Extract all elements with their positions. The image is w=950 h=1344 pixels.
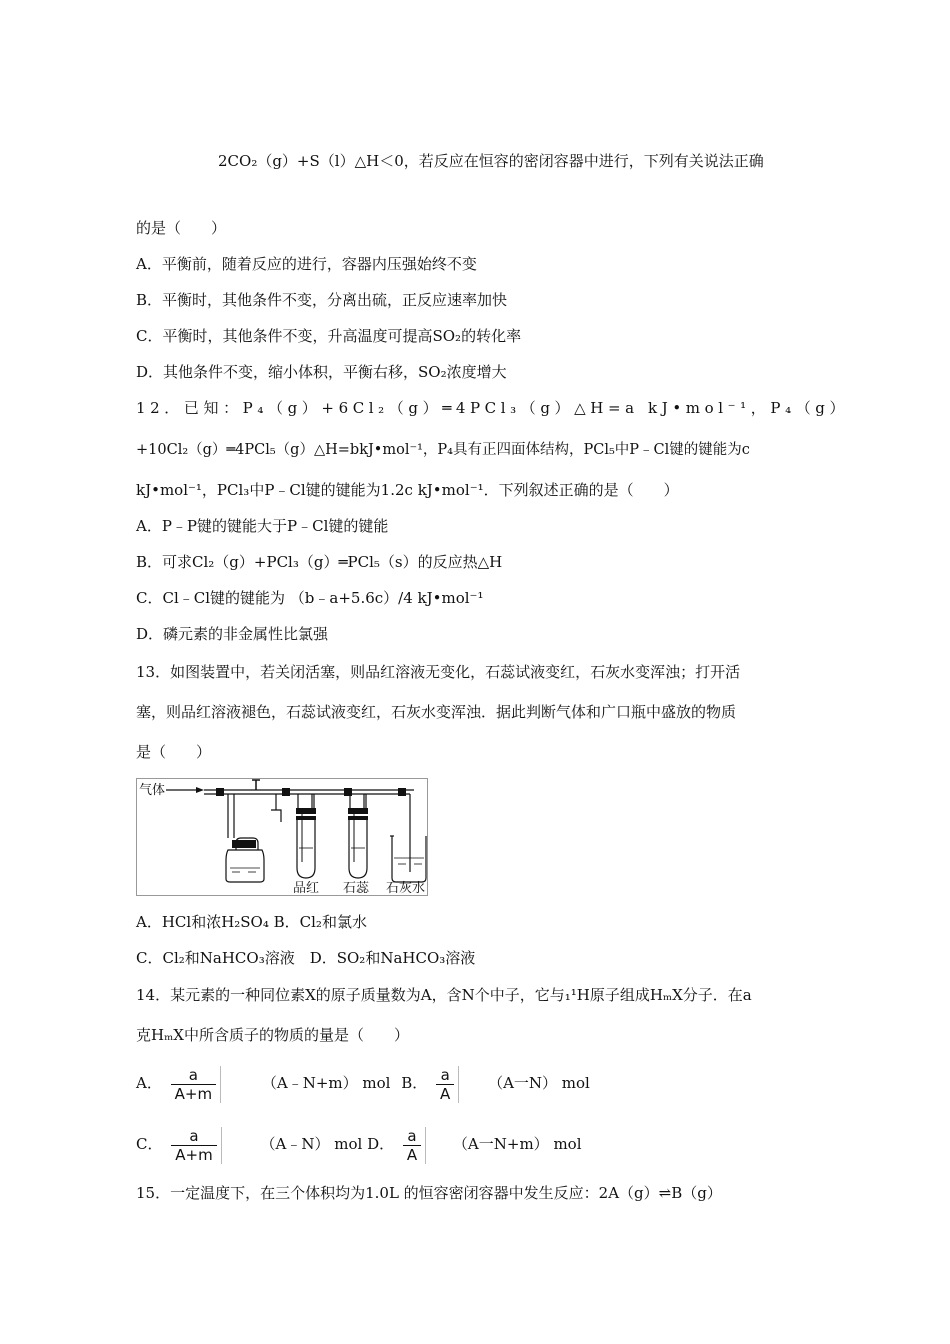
bottle-stopper: [232, 840, 256, 848]
test-tube-pinhong: [297, 820, 315, 878]
gas-label: 气体: [139, 783, 166, 798]
q14-option-b-fraction: [436, 1066, 459, 1103]
fraction-numerator: a: [188, 1065, 198, 1084]
q12-option-d: D．磷元素的非金属性比氯强: [136, 625, 329, 643]
q13-stem-line-2: 塞，则品红溶液褪色，石蕊试液变红，石灰水变浑浊．据此判断气体和广口瓶中盛放的物质: [136, 703, 737, 721]
q15-stem-line-1: 15．一定温度下，在三个体积均为1.0L 的恒容密闭容器中发生反应：2A（g）⇌B（g）: [136, 1184, 722, 1202]
apparatus-figure: [136, 778, 428, 896]
q14-options-ab: [136, 1060, 590, 1106]
fraction-denominator: A+m: [171, 1084, 216, 1103]
q14-option-d-fraction: [403, 1127, 426, 1164]
q14-stem-line-1: 14．某元素的一种同位素X的原子质量数为A，含N个中子，它与₁¹H原子组成HₘX分子．在a: [136, 986, 752, 1004]
beaker-shihuishui: [392, 836, 426, 882]
q11-option-b: B．平衡时，其他条件不变，分离出硫，正反应速率加快: [136, 291, 508, 309]
q11-option-c: C．平衡时，其他条件不变，升高温度可提高SO₂的转化率: [136, 327, 522, 345]
label-shihuishui: 石灰水: [386, 881, 426, 896]
q12-option-c: C．Cl﹣Cl键的键能为 （b﹣a+5.6c）/4 kJ•mol⁻¹: [136, 589, 484, 607]
q14-option-a-fraction: [171, 1066, 221, 1103]
q14-option-d-label: D．: [367, 1135, 395, 1153]
q14-options-cd: [136, 1121, 582, 1167]
q14-option-b-label: B．: [401, 1074, 428, 1092]
label-pinhong: 品红: [293, 881, 320, 896]
apparatus-diagram: [136, 778, 428, 896]
q14-option-a-tail: （A﹣N+m） mol: [261, 1074, 391, 1092]
q14-option-a-label: A．: [136, 1074, 162, 1092]
q13-options-ab: A．HCl和浓H₂SO₄ B．Cl₂和氯水: [136, 913, 367, 931]
fraction-numerator: a: [407, 1126, 417, 1145]
fraction-denominator: A: [403, 1145, 421, 1164]
fraction-numerator: a: [189, 1126, 199, 1145]
fraction-denominator: A+m: [171, 1145, 216, 1164]
q13-stem-line-3: 是（ ）: [136, 743, 212, 761]
fraction-denominator: A: [436, 1084, 454, 1103]
q14-option-c-fraction: [171, 1127, 221, 1164]
q14-option-d-tail: （A一N+m） mol: [452, 1135, 582, 1153]
q11-option-d: D．其他条件不变，缩小体积，平衡右移，SO₂浓度增大: [136, 363, 507, 381]
q13-options-cd: C．Cl₂和NaHCO₃溶液 D．SO₂和NaHCO₃溶液: [136, 949, 476, 967]
q11-option-a: A．平衡前，随着反应的进行，容器内压强始终不变: [136, 255, 477, 273]
q14-option-c-label: C．: [136, 1135, 163, 1153]
q13-stem-line-1: 13．如图装置中，若关闭活塞，则品红溶液无变化，石蕊试液变红，石灰水变浑浊；打开活: [136, 663, 741, 681]
fraction-numerator: a: [440, 1065, 450, 1084]
test-tube-shirui: [349, 820, 367, 878]
wide-mouth-bottle: [226, 850, 264, 882]
q14-option-c-tail: （A﹣N） mol: [260, 1135, 363, 1153]
line-question-stem-end: 的是（ ）: [136, 219, 227, 237]
q12-stem-line-2: +10Cl₂（g）═4PCl₅（g）△H=bkJ•mol⁻¹，P₄具有正四面体结构，PCl₅中P﹣Cl键的键能为c: [136, 442, 750, 458]
line-reaction-continuation: 2CO₂（g）+S（l）△H＜0，若反应在恒容的密闭容器中进行，下列有关说法正确: [218, 152, 764, 170]
q14-stem-line-2: 克HₘX中所含质子的物质的量是（ ）: [136, 1026, 409, 1044]
q12-stem-line-3: kJ•mol⁻¹，PCl₃中P﹣Cl键的键能为1.2c kJ•mol⁻¹．下列叙述正确的是（ ）: [136, 481, 679, 499]
label-shirui: 石蕊: [343, 881, 370, 896]
q12-option-a: A．P﹣P键的键能大于P﹣Cl键的键能: [136, 517, 389, 535]
arrow-icon: [196, 787, 204, 793]
q14-option-b-tail: （A一N） mol: [488, 1074, 590, 1092]
q12-stem-line-1: 12．已知：P₄（g）+6Cl₂（g）═4PCl₃（g）△H=a kJ•mol⁻¹，P₄（g）: [136, 399, 850, 417]
q12-option-b: B．可求Cl₂（g）+PCl₃（g）═PCl₅（s）的反应热△H: [136, 553, 503, 571]
